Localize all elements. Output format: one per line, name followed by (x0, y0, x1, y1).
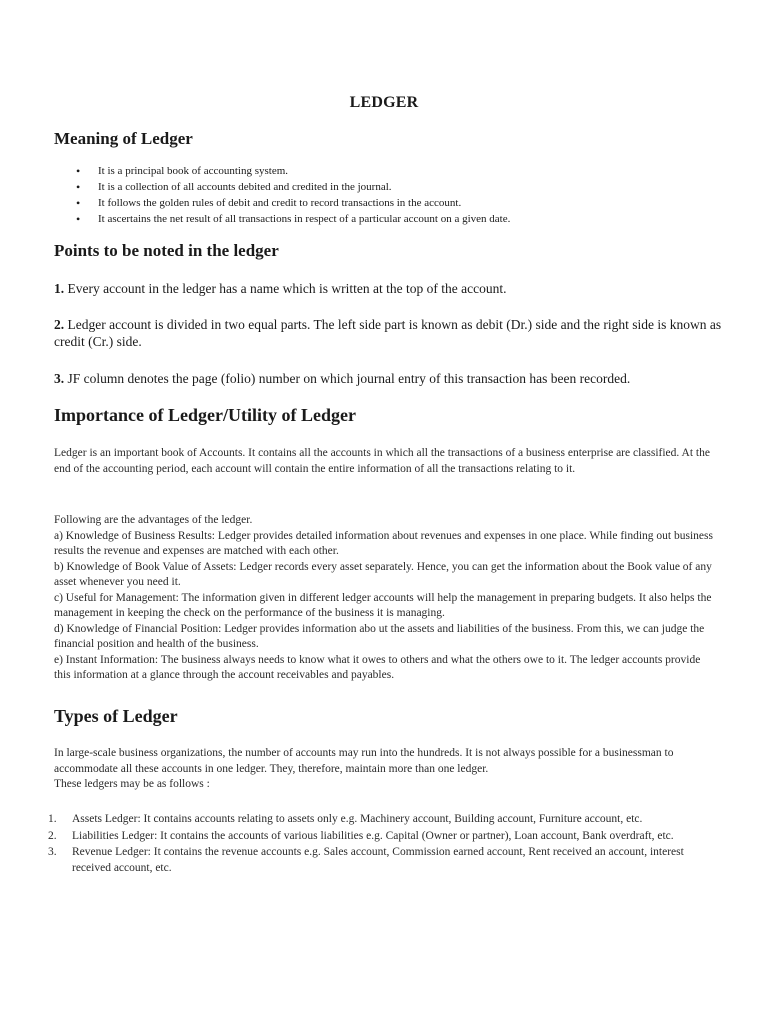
advantages-block (54, 513, 714, 684)
points-heading: Points to be noted in the ledger (54, 241, 279, 260)
point-number: 2. (54, 317, 65, 332)
list-number: 2. (48, 829, 57, 842)
list-number: 3. (48, 846, 57, 858)
bullet-item: • It is a principal book of accounting system. (54, 163, 714, 179)
list-item-text: Assets Ledger: It contains accounts relating to assets only e.g. Machinery account, Building account, Furniture account, etc. (72, 813, 643, 825)
list-item (48, 812, 714, 828)
advantage-item: a) Knowledge of Business Results: Ledger provides detailed information about revenues and expenses in one place. While finding out business results the revenue and expenses are matched with each other. (54, 529, 713, 557)
point-text: Ledger account is divided in two equal parts. The left side part is known as debit (Dr.) side and the right side is known as credit (Cr.) side. (54, 317, 722, 349)
point-item (54, 370, 724, 387)
meaning-heading: Meaning of Ledger (54, 129, 193, 148)
point-item (54, 316, 724, 350)
list-item-text: Liabilities Ledger: It contains the accounts of various liabilities e.g. Capital (Owner or partner), Loan account, Bank overdraft, etc. (72, 829, 674, 842)
types-intro (54, 746, 714, 793)
paragraph: These ledgers may be as follows : (54, 778, 210, 790)
list-item (48, 845, 714, 876)
point-number: 1. (54, 281, 65, 296)
advantage-item: e) Instant Information: The business always needs to know what it owes to others and what the others owe to it. The ledger accounts provide this information at a glance through the account receivables and payables. (54, 653, 701, 681)
document-title: LEDGER (349, 94, 419, 111)
paragraph: Ledger is an important book of Accounts. It contains all the accounts in which all the transactions of a business enterprise are classified. At the end of the accounting period, each account will contain the entire information of all the transactions relating to it. (54, 447, 710, 475)
types-numbered-list (48, 812, 714, 877)
importance-heading: Importance of Ledger/Utility of Ledger (54, 405, 356, 425)
bullet-item: • It is a collection of all accounts debited and credited in the journal. (54, 179, 714, 195)
types-heading: Types of Ledger (54, 706, 178, 726)
point-text: Every account in the ledger has a name which is written at the top of the account. (64, 281, 507, 296)
bullet-item: • It follows the golden rules of debit and credit to record transactions in the account. (54, 195, 714, 211)
paragraph: In large-scale business organizations, the number of accounts may run into the hundreds. It is not always possible for a businessman to accommodate all these accounts in one ledger. They, therefore, maintain more than one ledger. (54, 747, 674, 775)
importance-intro (54, 446, 714, 477)
paragraph: Following are the advantages of the ledger. (54, 514, 253, 526)
list-item (48, 829, 714, 845)
advantage-item: c) Useful for Management: The information given in different ledger accounts will help the management in preparing budgets. It also helps the management in keeping the check on the performance of the business it is managing. (54, 591, 712, 619)
bullet-item: • It ascertains the net result of all transactions in respect of a particular account on a given date. (54, 211, 714, 227)
list-item-text: Revenue Ledger: It contains the revenue accounts e.g. Sales account, Commission earned account, Rent received an account, interest received account, etc. (72, 846, 684, 874)
meaning-bullet-list (54, 163, 714, 227)
advantage-item: b) Knowledge of Book Value of Assets: Ledger records every asset separately. Hence, you can get the information about the Book value of any asset whenever you need it. (54, 560, 712, 588)
point-item (54, 280, 724, 297)
advantage-item: d) Knowledge of Financial Position: Ledger provides information abo ut the assets and liabilities of the business. From this, we can judge the financial position and health of the business. (54, 622, 705, 650)
list-number: 1. (48, 813, 57, 825)
point-number: 3. (54, 371, 65, 386)
point-text: JF column denotes the page (folio) number on which journal entry of this transaction has been recorded. (64, 371, 631, 386)
